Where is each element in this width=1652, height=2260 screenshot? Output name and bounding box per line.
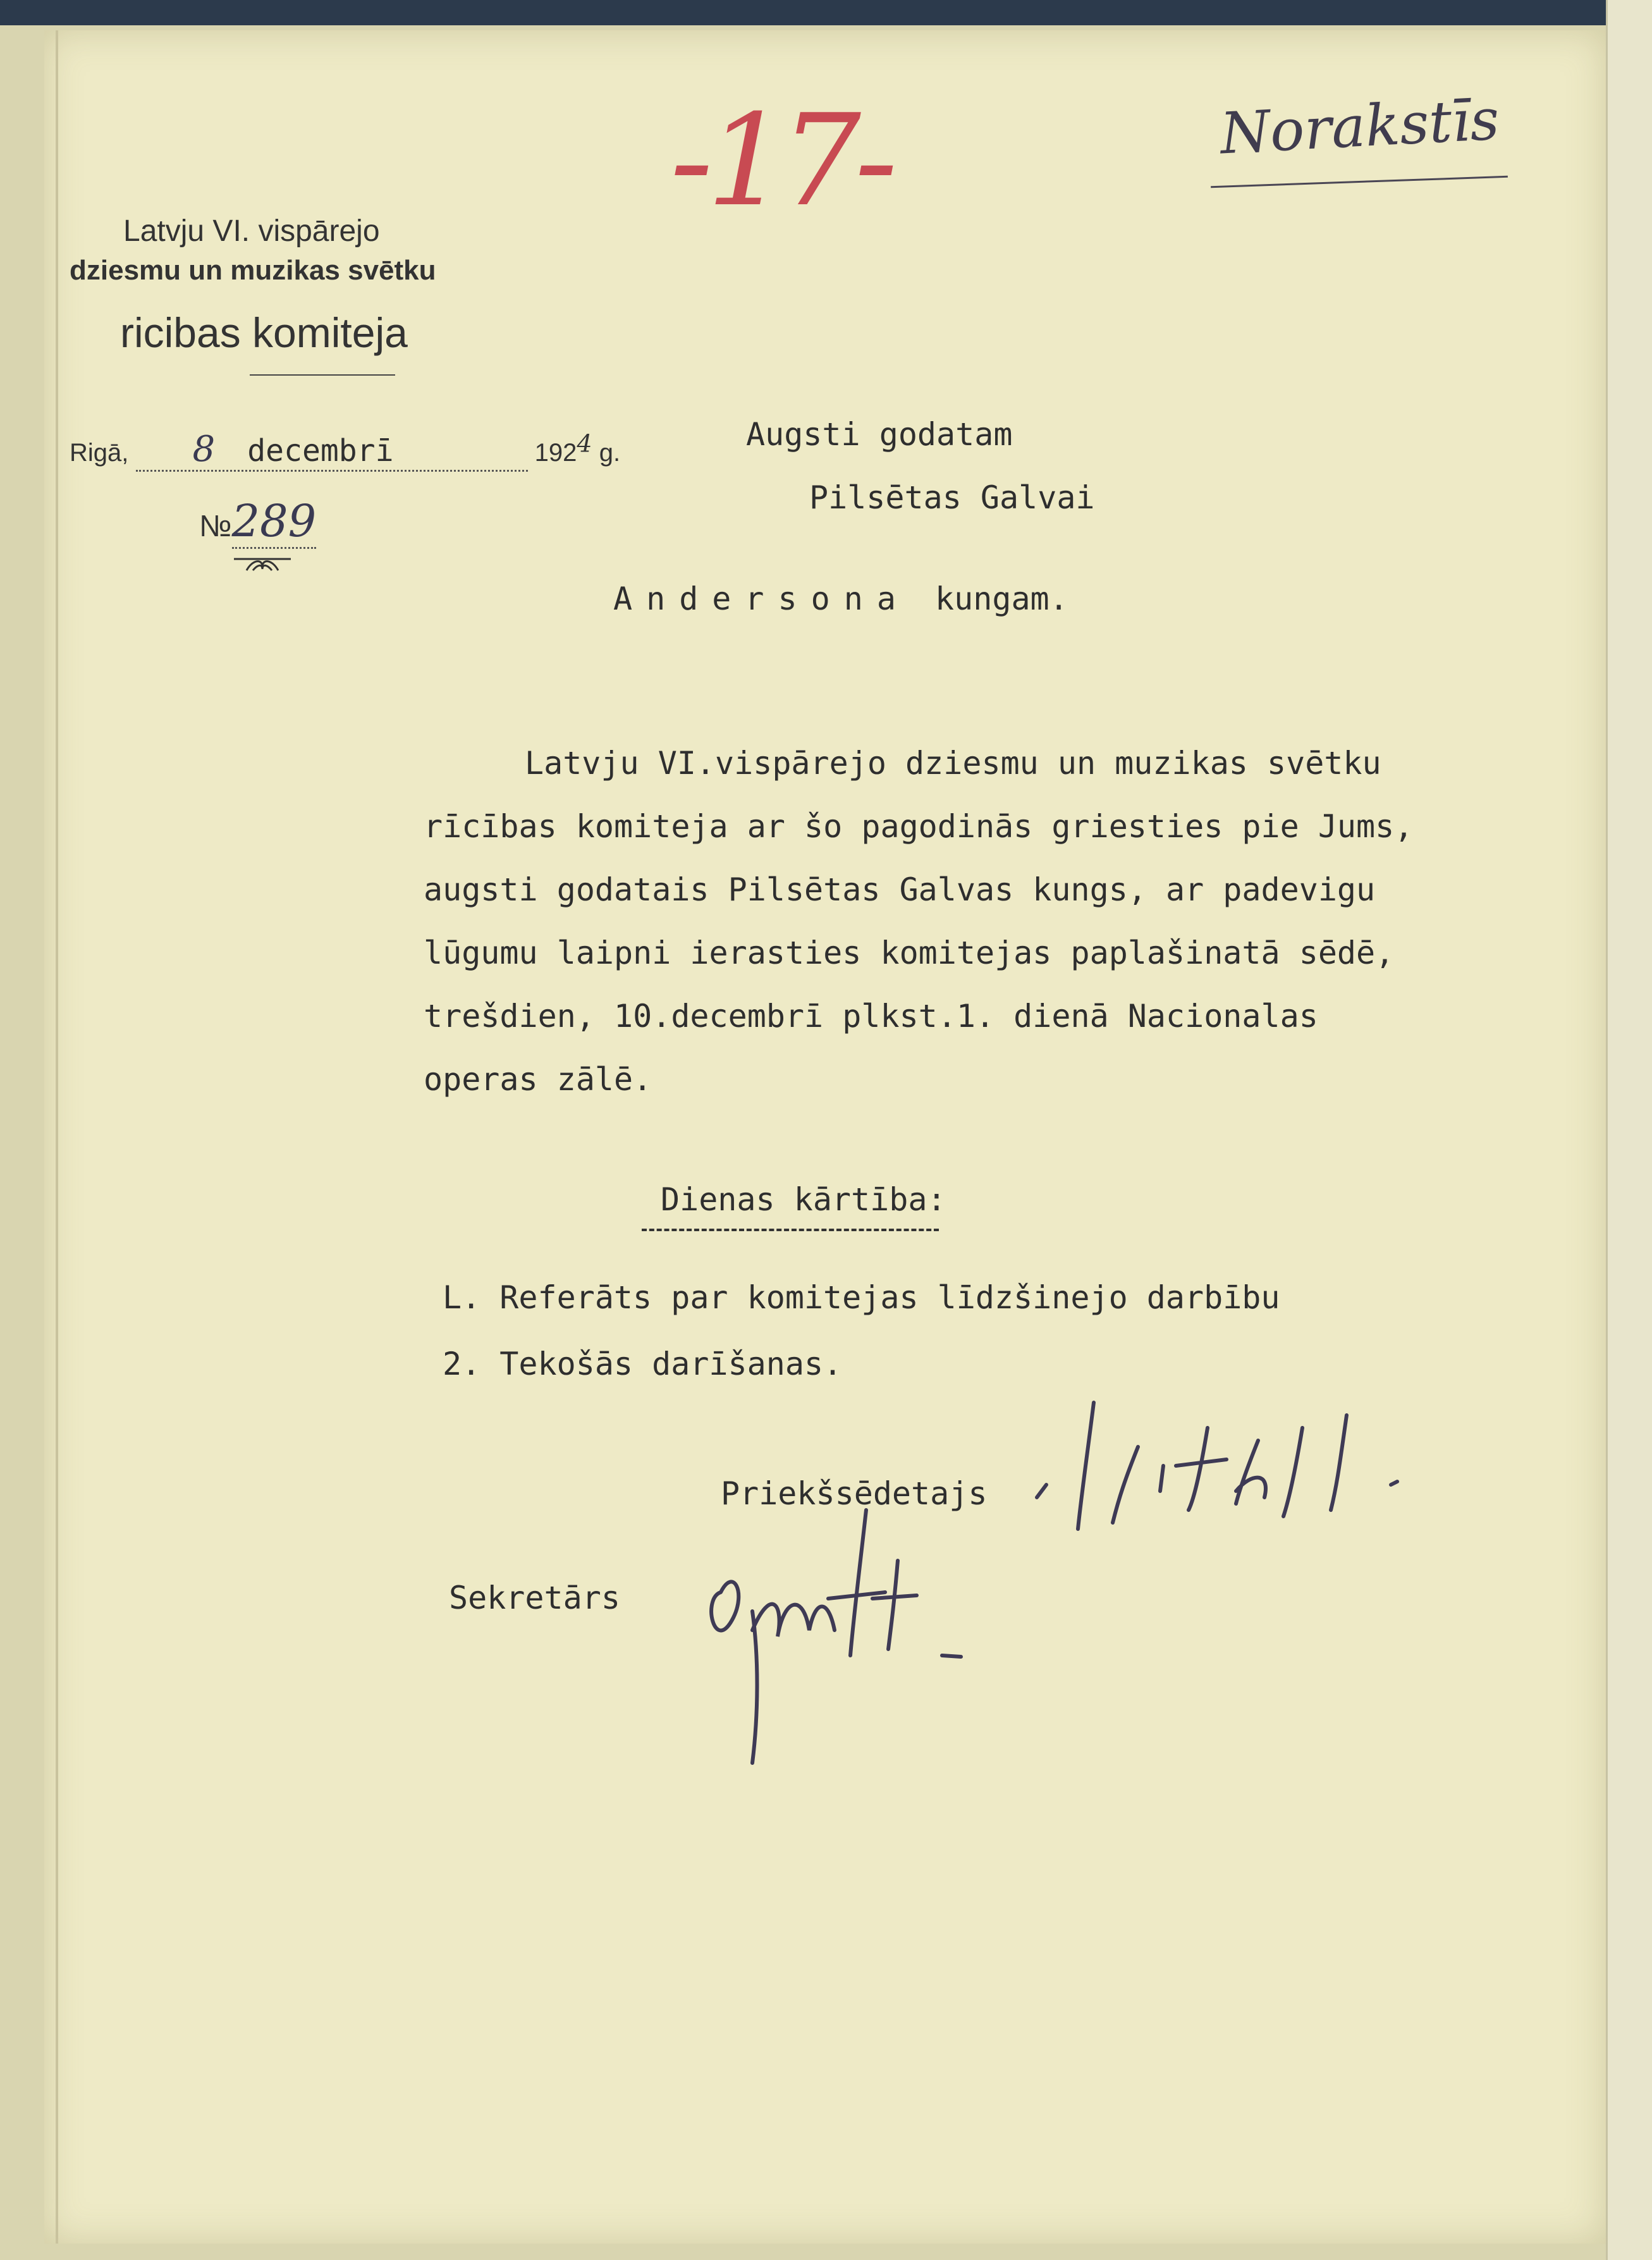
reference-number-line xyxy=(199,495,316,547)
addressee-line-2: Pilsētas Galvai xyxy=(809,479,1095,516)
body-line: augsti godatais Pilsētas Galvas kungs, ar padevigu xyxy=(424,871,1376,908)
secretary-signature xyxy=(676,1491,1005,1769)
date-place: Rigā, xyxy=(70,439,129,467)
addressee-line-3 xyxy=(613,580,1068,617)
date-month: decembrī xyxy=(247,433,394,469)
addressee-line-1: Augsti godatam xyxy=(746,416,1013,453)
chairman-signature xyxy=(1018,1390,1410,1580)
secretary-label: Sekretārs xyxy=(449,1580,620,1616)
addressee-title: kungam. xyxy=(935,580,1068,617)
adjacent-page-edge xyxy=(1606,0,1652,2260)
agenda-item: 2. Tekošās darīšanas. xyxy=(443,1346,843,1382)
letterhead-line-1: Latvju VI. vispārejo xyxy=(123,214,380,248)
body-line: lūgumu laipni ierasties komitejas paplašinatā sēdē, xyxy=(424,935,1395,971)
agenda-item: L. Referāts par komitejas līdzšinejo darbību xyxy=(443,1279,1280,1316)
ornament-icon xyxy=(234,555,291,574)
body-line: trešdien, 10.decembrī plkst.1. dienā Nacionalas xyxy=(424,998,1318,1035)
date-year-prefix: 192 xyxy=(534,439,577,467)
addressee-name: Andersona xyxy=(613,580,910,617)
letterhead-line-3: ricibas komiteja xyxy=(120,309,408,356)
reference-label: № xyxy=(199,510,232,543)
body-line: Latvju VI.vispārejo dziesmu un muzikas svētku xyxy=(525,745,1381,782)
corner-handwritten-note: Norakstīs xyxy=(1218,86,1501,168)
letter-page xyxy=(44,30,1606,2244)
reference-number: 289 xyxy=(232,495,317,549)
letterhead-rule xyxy=(250,374,395,376)
chairman-label: Priekšsēdetajs xyxy=(721,1475,988,1512)
page-number-mark: -17- xyxy=(670,87,891,235)
date-line xyxy=(70,429,620,472)
agenda-underline xyxy=(642,1229,939,1231)
date-year-suffix: 4 xyxy=(577,429,592,458)
date-day: 8 xyxy=(192,429,216,470)
corner-note-rule xyxy=(1211,176,1508,188)
agenda-title: Dienas kārtība: xyxy=(661,1181,946,1218)
date-dotted-field xyxy=(136,429,528,472)
body-line: rīcības komiteja ar šo pagodinās griesties pie Jums, xyxy=(424,808,1414,845)
letterhead-line-2: dziesmu un muzikas svētku xyxy=(70,255,436,286)
date-year-unit: g. xyxy=(599,439,621,467)
page-fold xyxy=(56,30,58,2244)
body-line: operas zālē. xyxy=(424,1061,652,1098)
